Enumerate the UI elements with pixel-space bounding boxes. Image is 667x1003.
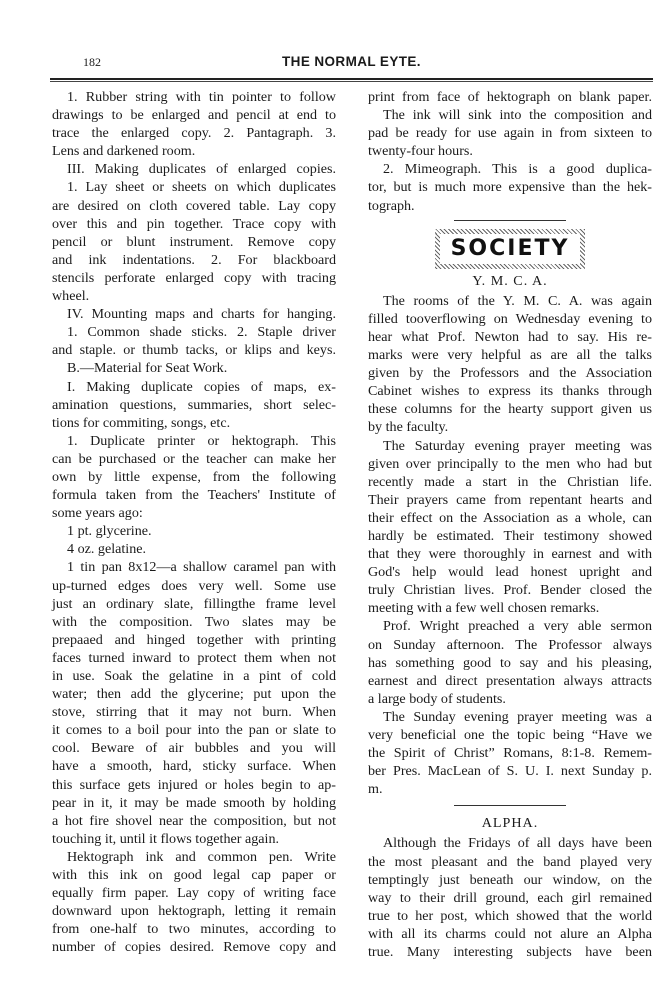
text-line: number of copies desired. Remove copy and [52, 939, 336, 956]
text-line: that they were thoroughly in earnest and with [368, 546, 652, 563]
text-line: God's help would lead honest upright and [368, 564, 652, 581]
text-line: 1. Duplicate printer or hektograph. This [67, 432, 336, 449]
text-line: 1. Rubber string with tin pointer to follow [67, 89, 336, 105]
text-line: Their prayers came from repentant hearts and [368, 491, 652, 508]
text-line: truly Christian lives. Prof. Bender closed the [368, 582, 652, 599]
text-line: B.—Material for Seat Work. [67, 360, 228, 377]
text-line: 2. Mimeograph. This is a good duplica- [383, 161, 652, 178]
text-line: can be purchased or the teacher can make her [52, 450, 336, 467]
text-line: The rooms of the Y. M. C. A. was again [383, 292, 652, 309]
text-line: true. Many interesting subjects have been [368, 944, 652, 961]
right-intro-text [368, 88, 652, 215]
text-line: this surface gets injured or holes begin to ap- [52, 776, 336, 793]
text-line: are desired on cloth covered table. Lay copy [52, 197, 336, 214]
text-line: formula taken from the Teachers' Institute of [52, 487, 336, 504]
society-banner-text: SOCIETY [450, 235, 570, 261]
text-line: Cabinet wishes to express its thanks through [368, 383, 652, 400]
text-line: with all its charms could not alure an Alpha [368, 925, 652, 942]
text-line: 1. Lay sheet or sheets on which duplicates [67, 179, 336, 196]
text-line: pencil or blunt instrument. Remove copy [52, 233, 336, 250]
text-line: these columns for the hearty support given us [368, 401, 652, 418]
text-line: stove, stirring that it may not burn. When [52, 704, 336, 721]
text-line: from one-half to two minutes, according to [52, 921, 336, 938]
text-line: III. Making duplicates of enlarged copies. [67, 161, 336, 178]
text-line: IV. Mounting maps and charts for hanging. [67, 306, 336, 323]
text-line: stencils perforate enlarged copy with tracing [52, 269, 336, 286]
text-line: has something good to say and his pleasing, [368, 654, 652, 671]
text-line: the most pleasant and the band played very [368, 853, 652, 870]
text-line: just an ordinary slate, fillingthe frame level [52, 595, 336, 612]
text-line: 1 pt. glycerine. [67, 523, 152, 540]
right-column [368, 88, 652, 961]
text-line: meeting with a few well chosen remarks. [368, 600, 600, 617]
text-line: drawings to be enlarged and pencil at end to [52, 107, 336, 124]
text-line: touching it, until it flows together again. [52, 830, 280, 847]
text-line: very beneficial one the topic being “Have we [368, 727, 652, 743]
journal-title: THE NORMAL EYTE. [282, 54, 421, 69]
text-line: tograph. [368, 197, 415, 214]
text-line: in use. Soak the gelatine in a pint of cold [52, 668, 336, 684]
text-line: Hektograph ink and common pen. Write [67, 848, 336, 865]
text-line: temptingly just beneath our window, on the [368, 871, 652, 888]
text-line: over this and pin together. Trace copy with [52, 215, 336, 232]
text-line: tions for commiting, songs, etc. [52, 414, 231, 431]
text-line: amination questions, summaries, short selec- [52, 396, 336, 413]
text-line: prepaaed and hinged together with printing [52, 631, 336, 648]
text-line: have a smooth, hard, sticky surface. When [52, 758, 336, 775]
ymca-heading: Y. M. C. A. [472, 272, 548, 289]
text-line: ber Pres. MacLean of S. U. I. next Sunday p. [368, 763, 652, 780]
text-line: by the faculty. [368, 419, 449, 436]
text-line: on Sunday afternoon. The Professor always [368, 636, 652, 653]
text-line: and ink indentations. 2. For blackboard [52, 251, 336, 268]
page-header [50, 53, 653, 73]
text-line: twenty-four hours. [368, 143, 473, 160]
text-line: The Sunday evening prayer meeting was a [383, 708, 652, 725]
left-column [52, 88, 336, 957]
text-line: true to her post, which showed that the world [368, 907, 652, 924]
text-line: given by the Professors and the Association [368, 365, 652, 382]
text-line: the Spirit of Christ” Romans, 8:1-8. Remem- [368, 745, 652, 762]
text-line: faces turned inward to protect them when not [52, 649, 336, 666]
page-number: 182 [83, 55, 101, 69]
text-line: a hot fire shovel near the composition, but not [52, 812, 336, 829]
text-line: Although the Fridays of all days have been [383, 835, 652, 852]
text-line: hear what Prof. Newton had to say. His re- [368, 328, 652, 345]
society-banner [435, 229, 585, 269]
text-line: way to their drill ground, each girl remained [368, 889, 652, 906]
alpha-heading: ALPHA. [481, 815, 539, 832]
text-line: water; then add the glycerine; put upon the [52, 686, 336, 703]
text-line: and staple. or thumb tacks, or klips and keys. [52, 342, 336, 359]
text-line: 1 tin pan 8x12—a shallow caramel pan with [67, 559, 336, 576]
text-line: with the composition. Two slates may be [52, 613, 336, 630]
text-line: given over principally to the men who had but [368, 455, 652, 472]
text-line: m. [368, 781, 383, 798]
text-line: wheel. [52, 288, 90, 305]
text-line: marks were very helpful as are all the talks [368, 347, 652, 364]
text-line: it comes to a boil pour into the pan or slate to [52, 722, 336, 739]
text-line: print from face of hektograph on blank paper. [368, 89, 652, 105]
text-line: 1. Common shade sticks. 2. Staple driver [67, 324, 336, 341]
text-line: Prof. Wright preached a very able sermon [383, 618, 652, 635]
text-line: their effect on the Association as a whole, can [368, 509, 652, 526]
alpha-article [368, 834, 652, 961]
text-line: own by little expense, from the following [52, 468, 336, 485]
text-line: trace the enlarged copy. 2. Pantagraph. 3. [52, 125, 336, 142]
text-line: with this ink on good legal cap paper or [52, 867, 336, 884]
text-line: equally firm paper. Lay copy of writing face [52, 885, 336, 902]
text-line: 4 oz. gelatine. [67, 541, 147, 558]
text-line: recently made a start in the Christian life. [368, 473, 652, 490]
text-line: downward upon hektograph, letting it remain [52, 903, 336, 920]
text-line: some years ago: [52, 505, 143, 522]
header-rule [50, 78, 653, 82]
text-line: tor, but is much more expensive than the hek- [368, 179, 652, 196]
text-line: filled tooverflowing on Wednesday evening to [368, 310, 652, 327]
text-line: pear in it, it may be made smooth by holding [52, 794, 336, 811]
section-divider [454, 220, 566, 221]
text-line: Lens and darkened room. [52, 143, 196, 160]
text-line: earnest and direct presentation always attracts [368, 672, 652, 689]
text-line: pad be ready for use again in from sixteen to [368, 125, 652, 142]
text-line: The ink will sink into the composition and [383, 107, 652, 124]
section-divider [454, 805, 566, 806]
text-line: a large body of students. [368, 690, 506, 707]
text-line: cool. Beware of air bubbles and you will [52, 740, 336, 757]
text-line: hardly be estimated. Their testimony showed [368, 527, 652, 544]
text-line: I. Making duplicate copies of maps, ex- [67, 378, 336, 395]
ymca-article [368, 292, 652, 799]
text-line: The Saturday evening prayer meeting was [383, 437, 652, 454]
text-line: up-turned edges does very well. Some use [52, 577, 336, 594]
